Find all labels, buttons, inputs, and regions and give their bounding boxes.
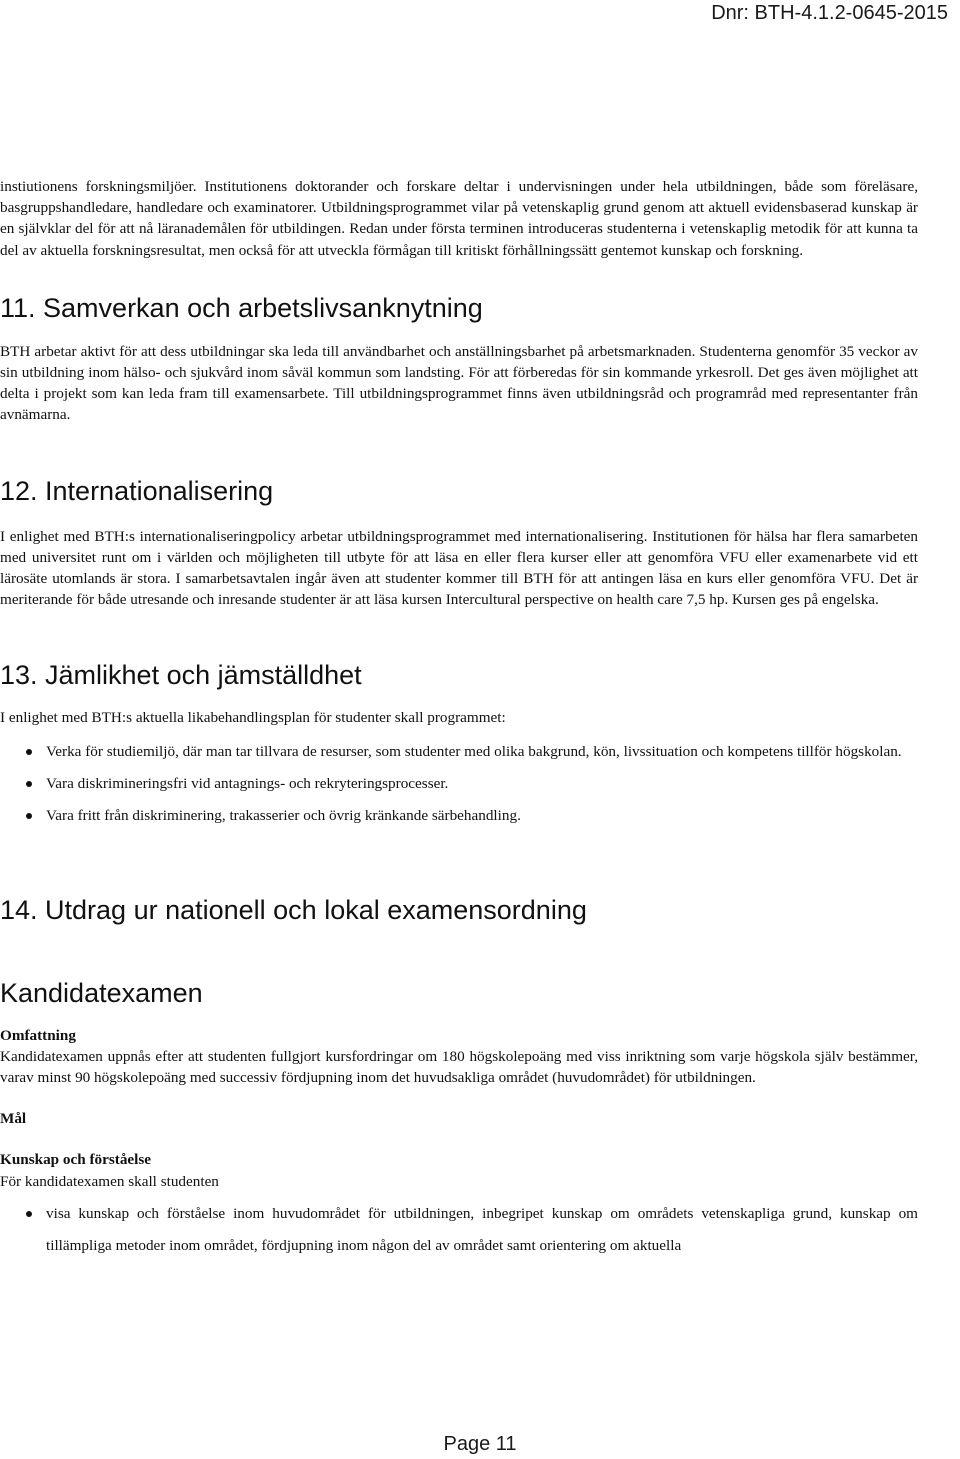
intro-paragraph: instiutionens forskningsmiljöer. Institutionens doktorander och forskare deltar i undervisningen under hela utbildningen, både som föreläsare, basgruppshandledare, handledare och examinatorer. Utbildningsprogrammet vilar på vetenskaplig grund genom att aktuell evidensbaserad kunskap är en självklar del för att nå läranademålen för utbildingen. Redan under första terminen introduceras studenterna i vetenskaplig metodik för att kunna ta del av aktuella forskningsresultat, men också för att utveckla förmågan till kritiskt förhållningssätt gentemot kunskap och forskning.: [0, 178, 918, 259]
section-13-text: I enlighet med BTH:s aktuella likabehandlingsplan för studenter skall programmet:: [0, 709, 506, 727]
kunskap-label: Kunskap och förståelse: [0, 1151, 152, 1169]
list-item: Verka för studiemiljö, där man tar tillvara de resurser, som studenter med olika bakgrund, kön, livssituation och kompetens tillför högskolan.: [0, 736, 918, 768]
section-11-heading: 11. Samverkan och arbetslivsanknytning: [0, 292, 483, 323]
section-12-text: I enlighet med BTH:s internationaliseringpolicy arbetar utbildningsprogrammet med internationalisering. Institutionen för hälsa har flera samarbeten med universitet runt om i världen och möjligheten till utbyte för att läsa en eller flera kurser eller att genomföra VFU eller examenarbete vid ett lärosäte utomlands är stora. I samarbetsavtalen ingår även att studenter kommer till BTH för att antingen läsa en kurs eller genomföra VFU. Det är meriterande för både utresande och inresande studenter är att läsa kursen Intercultural perspective on health care 7,5 hp. Kursen ges på engelska.: [0, 527, 918, 609]
list-item: Vara diskrimineringsfri vid antagnings- och rekryteringsprocesser.: [0, 768, 918, 800]
section-14-heading: 14. Utdrag ur nationell och lokal examensordning: [0, 894, 587, 925]
document-number: Dnr: BTH-4.1.2-0645-2015: [711, 2, 948, 24]
list-item: visa kunskap och förståelse inom huvudområdet för utbildningen, inbegripet kunskap om områdets vetenskapliga grund, kunskap om tillämpliga metoder inom området, fördjupning inom någon del av området samt orientering om aktuella: [0, 1198, 918, 1262]
page-content: [0, 176, 918, 1262]
kunskap-list: [0, 1198, 918, 1262]
kandidatexamen-heading: Kandidatexamen: [0, 977, 203, 1008]
kunskap-intro: För kandidatexamen skall studenten: [0, 1172, 219, 1190]
omfattning-label: Omfattning: [0, 1026, 76, 1044]
list-item: Vara fritt från diskriminering, trakasserier och övrig kränkande särbehandling.: [0, 800, 918, 832]
section-12-heading: 12. Internationalisering: [0, 475, 274, 506]
omfattning-text: Kandidatexamen uppnås efter att studenten fullgjort kursfordringar om 180 högskolepoäng med viss inriktning som varje högskola själv bestämmer, varav minst 90 högskolepoäng med successiv fördjupning inom det huvudsakliga området (huvudområdet) för utbildningen.: [0, 1047, 918, 1087]
section-11-text: BTH arbetar aktivt för att dess utbildningar ska leda till användbarhet och anställningsbarhet på arbetsmarknaden. Studenterna genomför 35 veckor av sin utbildning inom hälso- och sjukvård inom såväl kommun som landsting. För att förberedas för sin kommande yrkesroll. Det ges även möjlighet att delta i projekt som kan leda fram till examensarbete. Till utbildningsprogrammet finns även utbildningsråd och programråd med representanter från avnämarna.: [0, 342, 918, 424]
mal-label: Mål: [0, 1110, 27, 1128]
page-number: Page 11: [443, 1433, 517, 1455]
section-13-heading: 13. Jämlikhet och jämställdhet: [0, 660, 362, 691]
section-13-list: [0, 736, 918, 832]
